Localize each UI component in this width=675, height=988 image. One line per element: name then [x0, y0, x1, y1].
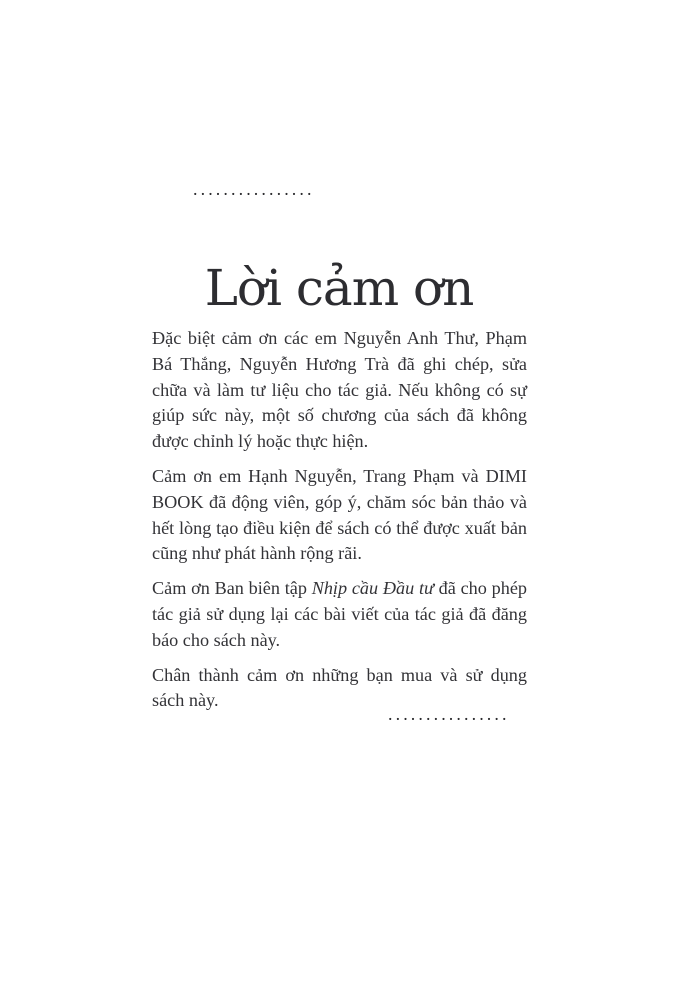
page-title: Lời cảm ơn: [204, 258, 474, 317]
paragraph-2: Cảm ơn em Hạnh Nguyễn, Trang Phạm và DIMI BOOK đã động viên, góp ý, chăm sóc bản thảo và hết lòng tạo điều kiện để sách có thể được xuất bản cũng như phát hành rộng rãi.: [152, 465, 527, 564]
publication-name: Nhịp cầu Đầu tư: [311, 578, 434, 599]
decorative-dots-bottom: ................: [388, 704, 510, 724]
paragraph-3-after: đã cho phép tác giả sử dụng lại các bài viết của tác giả đã đăng báo cho sách này.: [152, 578, 527, 650]
paragraph-1: Đặc biệt cảm ơn các em Nguyễn Anh Thư, Phạm Bá Thắng, Nguyễn Hương Trà đã ghi chép, sửa chữa và làm tư liệu cho tác giả. Nếu không có sự giúp sức này, một số chương của sách đã không được chỉnh lý hoặc thực hiện.: [152, 328, 527, 452]
paragraph-3-before: Cảm ơn Ban biên tập: [152, 578, 312, 599]
decorative-dots-top: ................: [193, 179, 315, 199]
paragraph-4: Chân thành cảm ơn những bạn mua và sử dụng sách này.: [152, 664, 527, 711]
acknowledgement-body: [152, 326, 527, 723]
paragraph-3: [152, 576, 527, 653]
